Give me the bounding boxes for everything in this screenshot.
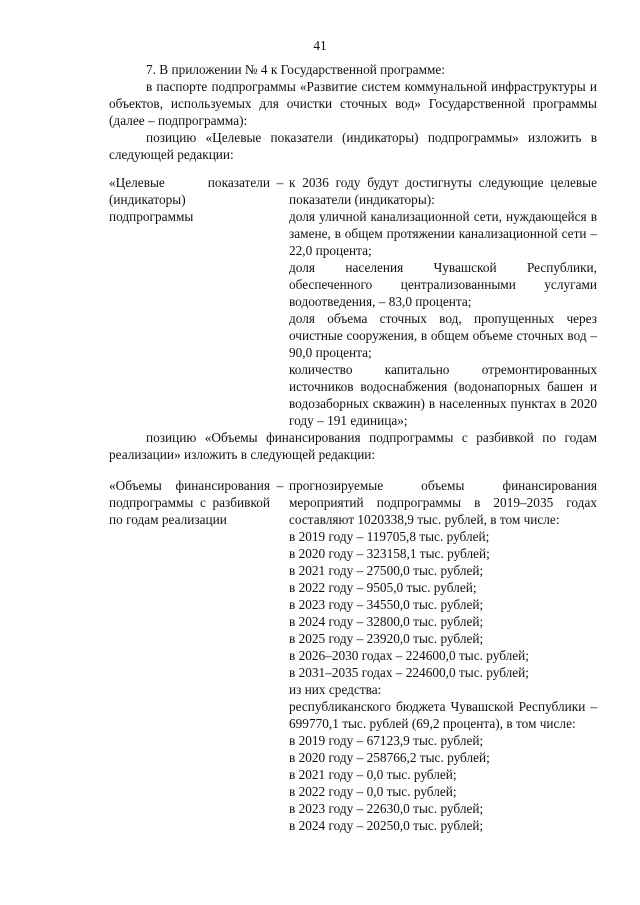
content-line: в 2020 году – 258766,2 тыс. рублей; [289,750,490,765]
intro-block [109,61,597,163]
row-dash: – [276,175,284,190]
content-line: республиканского бюджета Чувашской Республики – 699770,1 тыс. рублей (69,2 процента), в том числе: [289,699,597,731]
intro-paragraph-2: в паспорте подпрограммы «Развитие систем коммунальной инфраструктуры и объектов, используемых для очистки сточных вод» Государственной программы (далее – подпрограмма): [109,79,597,128]
content-line: в 2020 году – 323158,1 тыс. рублей; [289,546,490,561]
content-line: доля населения Чувашской Республики, обеспеченного централизованными услугами водоотведения, – 83,0 процента; [289,260,597,309]
intro-paragraph-3: позицию «Целевые показатели (индикаторы) подпрограммы» изложить в следующей редакции: [109,130,597,162]
content-line: из них средства: [289,682,382,697]
content-line: доля объема сточных вод, пропущенных через очистные сооружения, в общем объеме сточных вод – 90,0 процента; [289,311,597,360]
content-line: в 2019 году – 67123,9 тыс. рублей; [289,733,484,748]
content-line: в 2021 году – 27500,0 тыс. рублей; [289,563,484,578]
content-line: в 2019 году – 119705,8 тыс. рублей; [289,529,490,544]
content-line: в 2021 году – 0,0 тыс. рублей; [289,767,457,782]
target-indicators-label: «Целевые показатели (индикаторы) подпрограммы [109,175,270,224]
content-line: в 2026–2030 годах – 224600,0 тыс. рублей; [289,648,529,663]
content-line: в 2023 году – 34550,0 тыс. рублей; [289,597,484,612]
content-line: в 2025 году – 23920,0 тыс. рублей; [289,631,484,646]
page-number: 41 [313,38,327,53]
row-dash: – [276,478,284,493]
financing-label: «Объемы финансирования подпрограммы с разбивкой по годам реализации [109,478,270,527]
content-line: к 2036 году будут достигнуты следующие целевые показатели (индикаторы): [289,175,597,207]
mid-paragraph: позицию «Объемы финансирования подпрограммы с разбивкой по годам реализации» изложить в следующей редакции: [109,430,597,462]
financing-content [289,477,597,834]
content-line: в 2024 году – 32800,0 тыс. рублей; [289,614,484,629]
content-line: прогнозируемые объемы финансирования мероприятий подпрограммы в 2019–2035 годах составляют 1020338,9 тыс. рублей, в том числе: [289,478,597,527]
content-line: количество капитально отремонтированных источников водоснабжения (водонапорных башен и водозаборных скважин) в населенных пунктах в 2020 году – 191 единица»; [289,362,597,428]
content-line: доля уличной канализационной сети, нуждающейся в замене, в общем протяжении канализационной сети – 22,0 процента; [289,209,597,258]
content-line: в 2031–2035 годах – 224600,0 тыс. рублей; [289,665,529,680]
intro-paragraph-1: 7. В приложении № 4 к Государственной программе: [146,62,446,77]
mid-block [109,429,597,463]
content-line: в 2022 году – 9505,0 тыс. рублей; [289,580,477,595]
content-line: в 2023 году – 22630,0 тыс. рублей; [289,801,484,816]
content-line: в 2022 году – 0,0 тыс. рублей; [289,784,457,799]
target-indicators-content [289,174,597,429]
content-line: в 2024 году – 20250,0 тыс. рублей; [289,818,484,833]
